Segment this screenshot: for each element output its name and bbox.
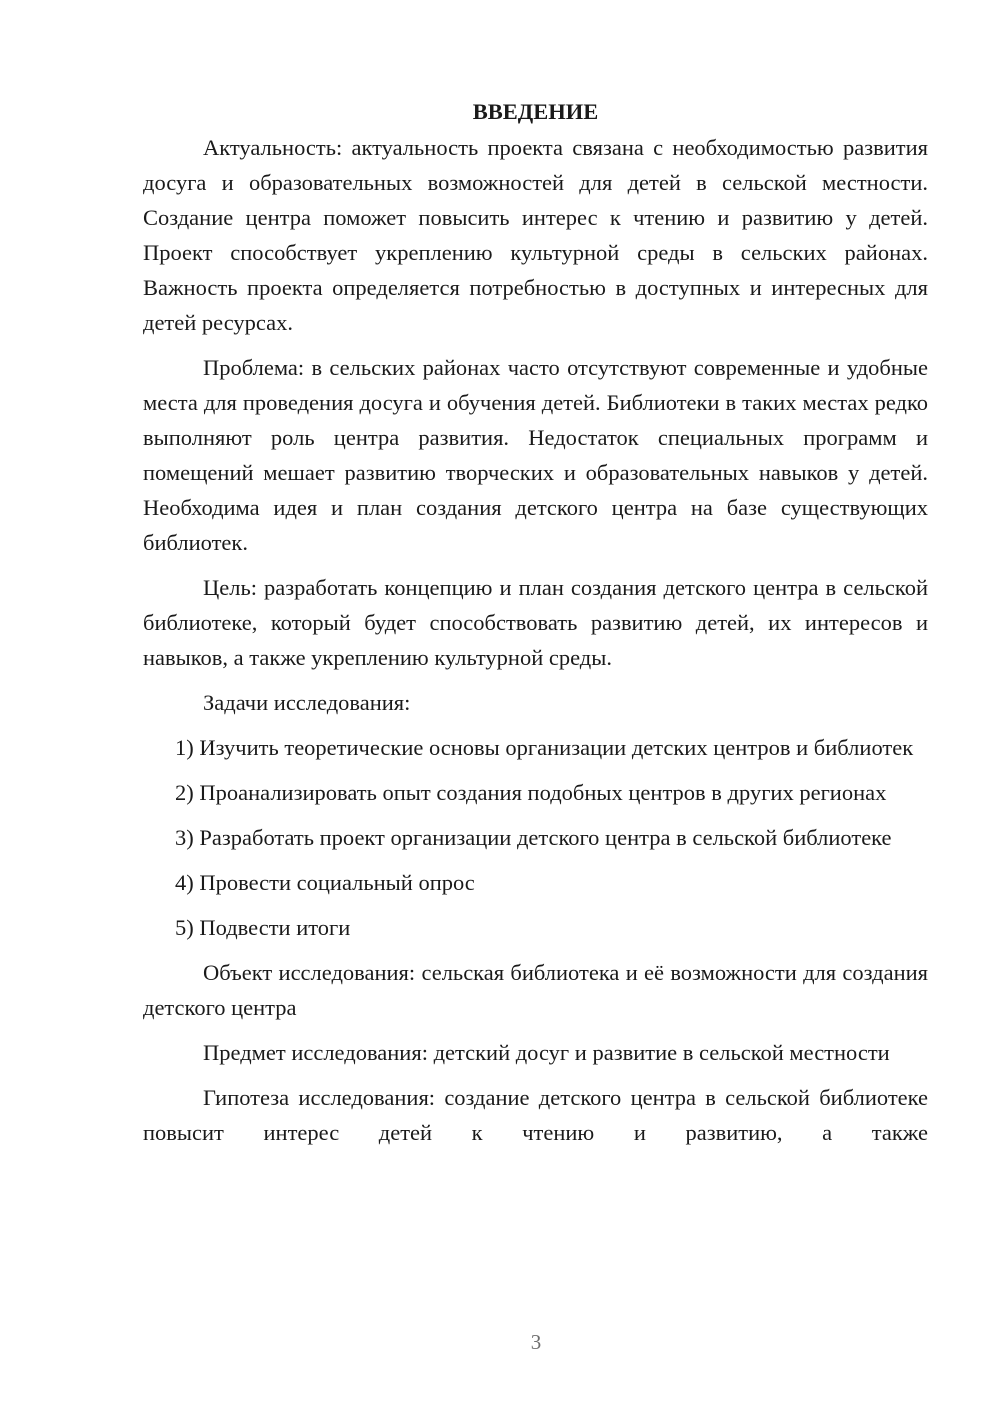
task-item-3: 3) Разработать проект организации детского центра в сельской библиотеке xyxy=(175,825,892,850)
paragraph-object: Объект исследования: сельская библиотека и её возможности для создания детского центра xyxy=(143,960,928,1020)
task-item-4: 4) Провести социальный опрос xyxy=(175,870,475,895)
paragraph-relevance: Актуальность: актуальность проекта связана с необходимостью развития досуга и образовательных возможностей для детей в сельской местности. Создание центра поможет повысить интерес к чтению и развитию у детей. Проект способствует укреплению культурной среды в сельских районах. Важность проекта определяется потребностью в доступных и интересных для детей ресурсах. xyxy=(143,135,928,335)
paragraph-tasks-title: Задачи исследования: xyxy=(203,690,411,715)
task-item-1: 1) Изучить теоретические основы организации детских центров и библиотек xyxy=(175,735,914,760)
paragraph-subject: Предмет исследования: детский досуг и развитие в сельской местности xyxy=(203,1040,890,1065)
page-number: 3 xyxy=(530,1330,542,1354)
task-item-5: 5) Подвести итоги xyxy=(175,915,351,940)
paragraph-goal: Цель: разработать концепцию и план создания детского центра в сельской библиотеке, который будет способствовать развитию детей, их интересов и навыков, а также укреплению культурной среды. xyxy=(143,575,928,670)
section-heading: ВВЕДЕНИЕ xyxy=(472,99,599,124)
paragraph-problem: Проблема: в сельских районах часто отсутствуют современные и удобные места для проведения досуга и обучения детей. Библиотеки в таких местах редко выполняют роль центра развития. Недостаток специальных программ и помещений мешает развитию творческих и образовательных навыков у детей. Необходима идея и план создания детского центра на базе существующих библиотек. xyxy=(143,355,928,555)
page-body xyxy=(143,96,928,1160)
task-item-2: 2) Проанализировать опыт создания подобных центров в других регионах xyxy=(175,780,887,805)
paragraph-hypothesis: Гипотеза исследования: создание детского центра в сельской библиотеке повысит интерес детей к чтению и развитию, а также xyxy=(143,1085,928,1145)
